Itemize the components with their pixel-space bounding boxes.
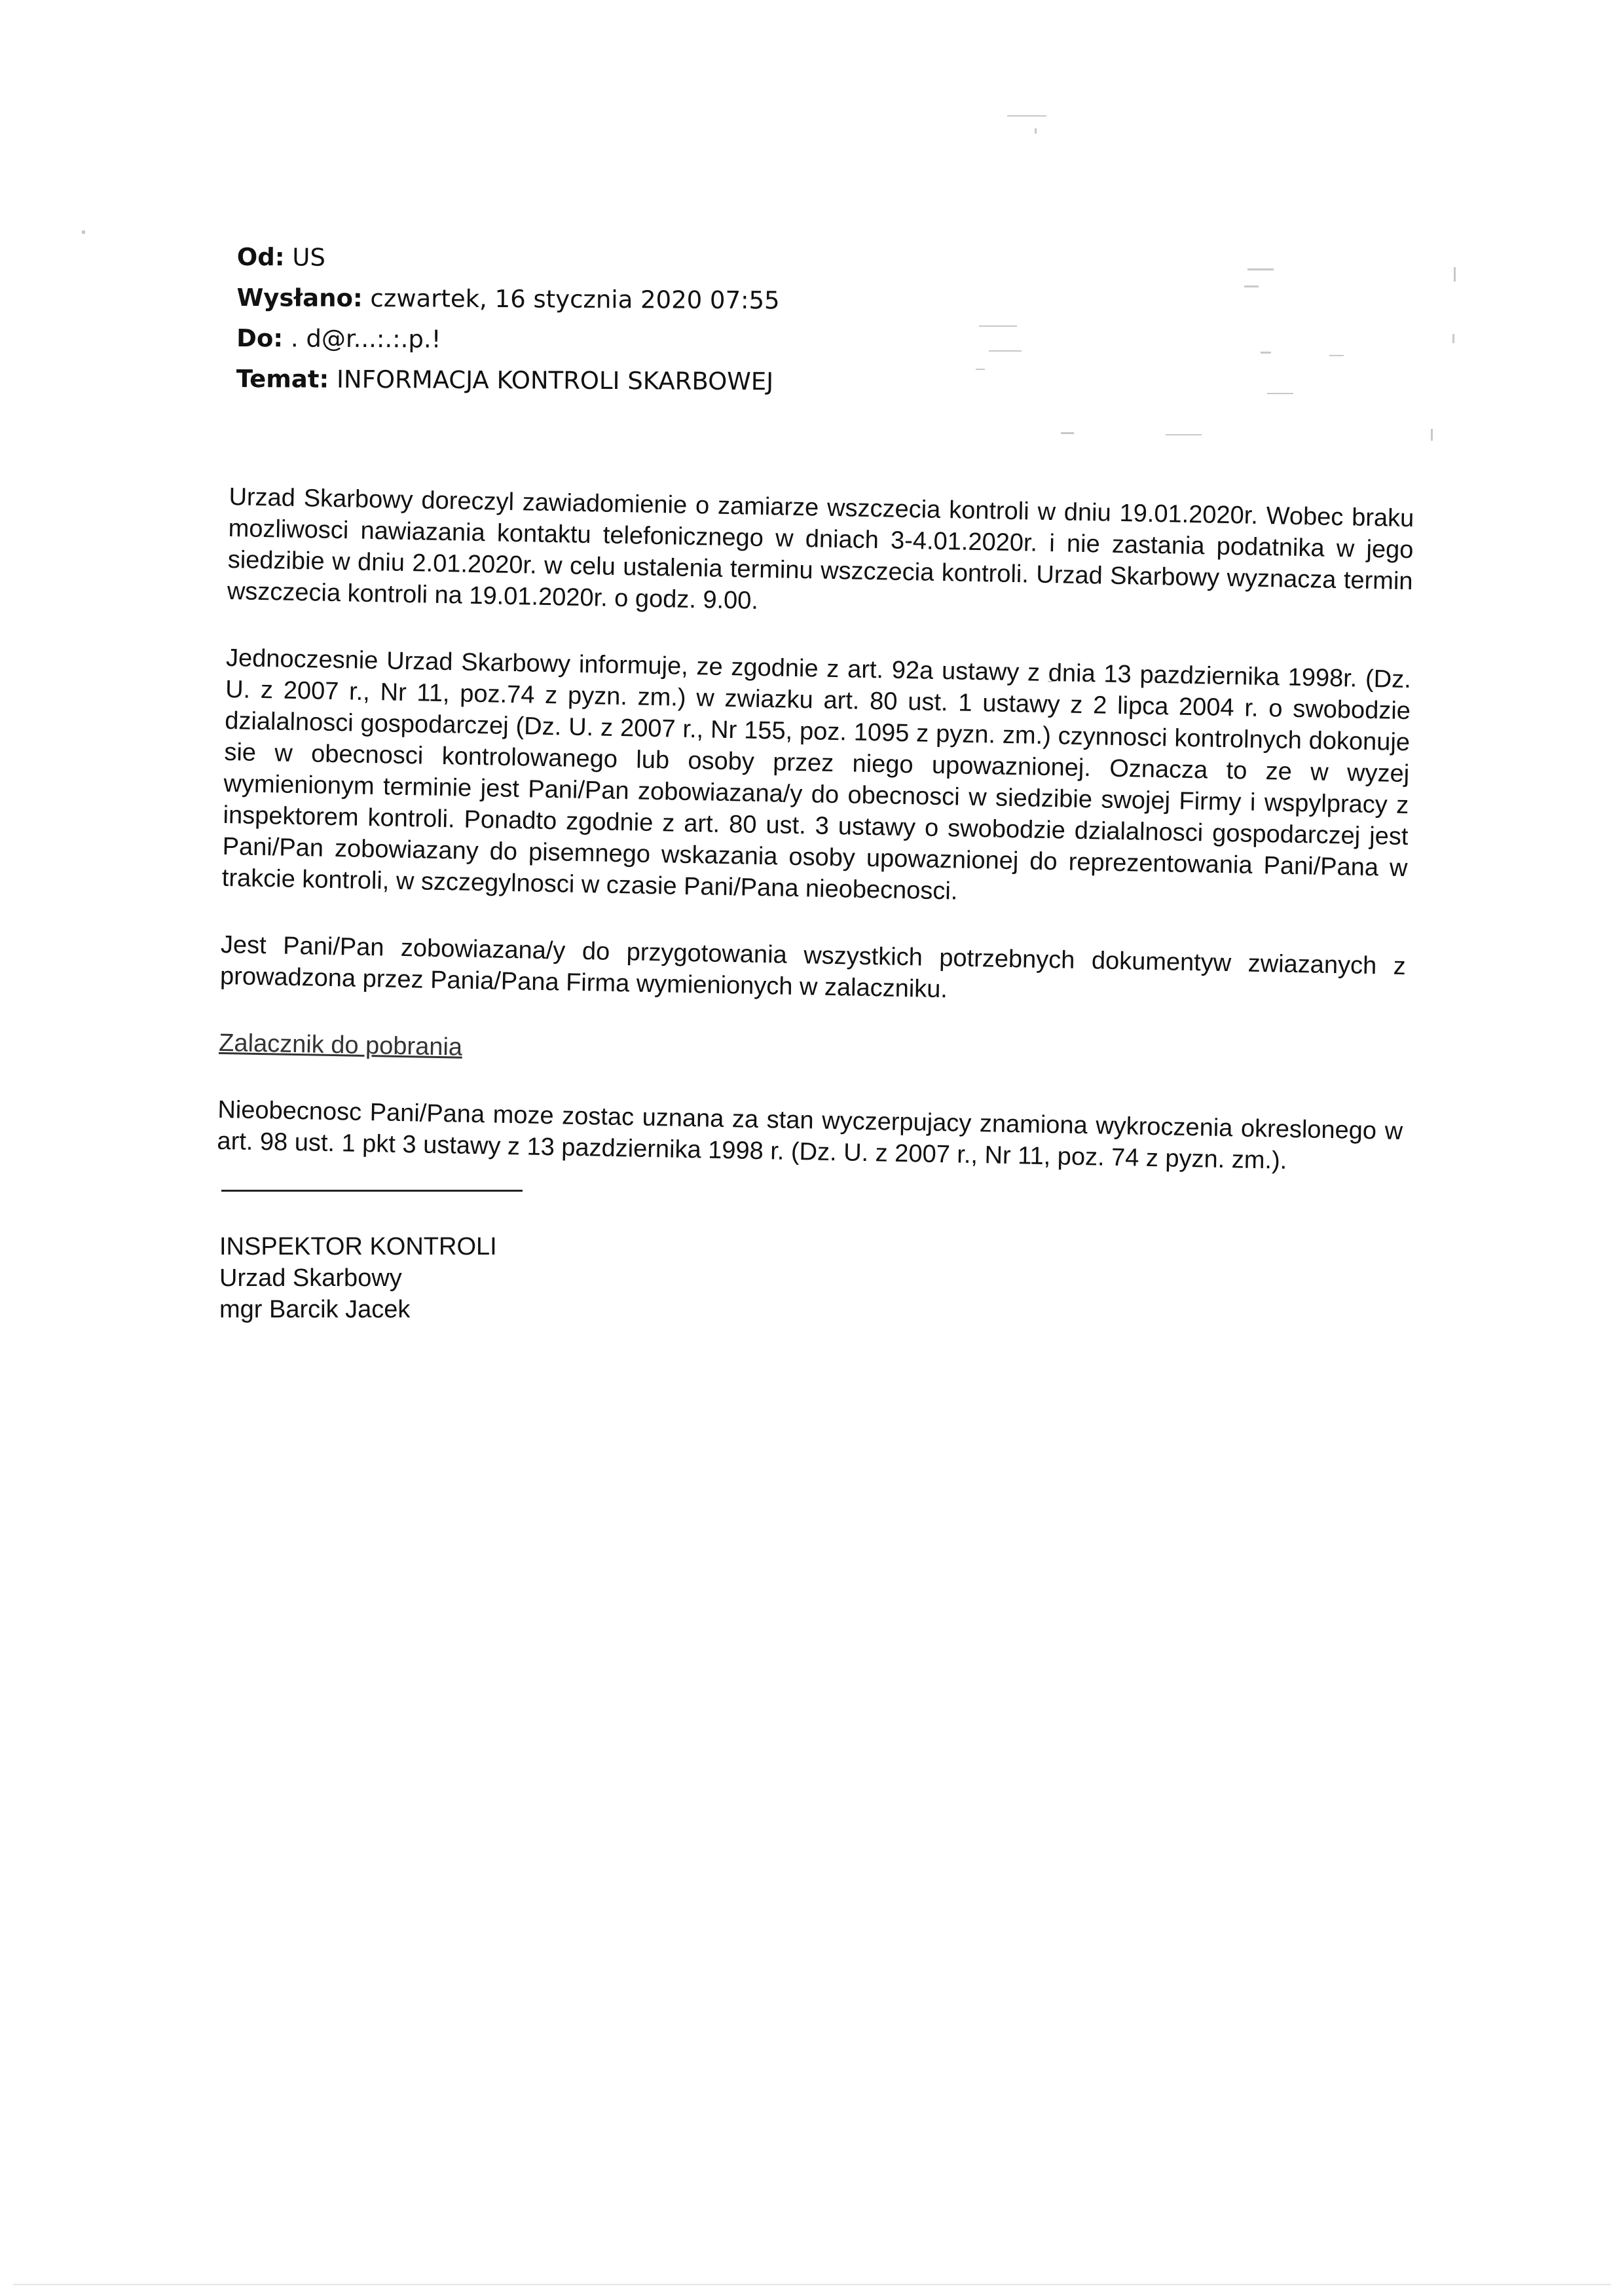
to-value: . d@r...:.:.p.! bbox=[290, 324, 441, 354]
scan-artifact bbox=[989, 350, 1022, 352]
body-paragraph-1: Urzad Skarbowy doreczyl zawiadomienie o zamiarze wszczecia kontroli w dniu 19.01.2020r. Wobec braku mozliwosci nawiazania kontaktu telefonicznego w dniach 3-4.01.2020r. i nie zastania podatnika w jego siedzibie w dniu 2.01.2020r. w celu ustalenia terminu wszczecia kontroli. Urzad Skarbowy wyznacza termin wszczecia kontroli na 19.01.2020r. o godz. 9.00. bbox=[227, 483, 1414, 615]
body-paragraph-3: Jest Pani/Pan zobowiazana/y do przygotowania wszystkich potrzebnych dokumentyw zwiazanych z prowadzona przez Pania/Pana Firma wymienionych w zalaczniku. bbox=[219, 930, 1407, 1004]
sent-value: czwartek, 16 stycznia 2020 07:55 bbox=[370, 284, 780, 315]
scan-artifact bbox=[979, 325, 1017, 327]
signature-line bbox=[221, 1190, 523, 1192]
signature-title: INSPEKTOR KONTROLI bbox=[219, 1233, 497, 1260]
scan-artifact bbox=[1247, 268, 1274, 270]
scan-artifact bbox=[976, 369, 985, 370]
sent-row bbox=[236, 278, 779, 321]
sent-label: Wysłano: bbox=[236, 283, 363, 313]
signature-block bbox=[219, 1231, 497, 1325]
from-row bbox=[237, 237, 780, 280]
scan-artifact bbox=[1454, 267, 1456, 282]
signature-name: mgr Barcik Jacek bbox=[219, 1296, 411, 1323]
scan-artifact bbox=[1244, 285, 1259, 287]
scan-artifact bbox=[1061, 432, 1074, 434]
scan-artifact bbox=[1329, 355, 1344, 356]
to-label: Do: bbox=[236, 323, 284, 353]
scan-artifact bbox=[1261, 352, 1271, 354]
subject-row bbox=[236, 359, 779, 402]
subject-value: INFORMACJA KONTROLI SKARBOWEJ bbox=[336, 365, 774, 396]
attachment-download-link[interactable]: Zalacznik do pobrania bbox=[218, 1029, 463, 1061]
subject-label: Temat: bbox=[236, 364, 329, 394]
scan-edge-line bbox=[13, 2284, 1611, 2285]
scan-artifact bbox=[1035, 128, 1037, 134]
email-header bbox=[236, 237, 780, 402]
scan-artifact bbox=[82, 230, 85, 234]
to-row bbox=[236, 318, 779, 361]
body-paragraph-2: Jednoczesnie Urzad Skarbowy informuje, ze zgodnie z art. 92a ustawy z dnia 13 pazdziernika 1998r. (Dz. U. z 2007 r., Nr 11, poz.74 z pyzn. zm.) w zwiazku art. 80 ust. 1 ustawy z 2 lipca 2004 r. o swobodzie dzialalnosci gospodarczej (Dz. U. z 2007 r., Nr 155, poz. 1095 z pyzn. zm.) czynnosci kontrolnych dokonuje sie w obecnosci kontrolowanego lub osoby przez niego upowaznionej. Oznacza to ze w wyzej wymienionym terminie jest Pani/Pan zobowiazana/y do obecnosci w siedzibie swojej Firmy i wspylpracy z inspektorem kontroli. Ponadto zgodnie z art. 80 ust. 3 ustawy o swobodzie dzialalnosci gospodarczej jest Pani/Pan zobowiazany do pisemnego wskazania osoby upowaznionej do reprezentowania Pani/Pana w trakcie kontroli, w szczegylnosci w czasie Pani/Pana nieobecnosci. bbox=[221, 644, 1412, 906]
scan-artifact bbox=[1431, 429, 1433, 441]
scan-artifact bbox=[1166, 434, 1202, 435]
scan-artifact bbox=[1452, 334, 1454, 343]
from-label: Od: bbox=[236, 242, 285, 272]
from-value: US bbox=[292, 243, 326, 272]
scan-artifact bbox=[1007, 115, 1046, 117]
scan-artifact bbox=[1267, 393, 1293, 394]
body-paragraph-4: Nieobecnosc Pani/Pana moze zostac uznana za stan wyczerpujacy znamiona wykroczenia okreslonego w art. 98 ust. 1 pkt 3 ustawy z 13 pazdziernika 1998 r. (Dz. U. z 2007 r., Nr 11, poz. 74 z pyzn. zm.). bbox=[217, 1095, 1403, 1175]
signature-office: Urzad Skarbowy bbox=[219, 1264, 402, 1292]
letter-body bbox=[216, 481, 1414, 1214]
